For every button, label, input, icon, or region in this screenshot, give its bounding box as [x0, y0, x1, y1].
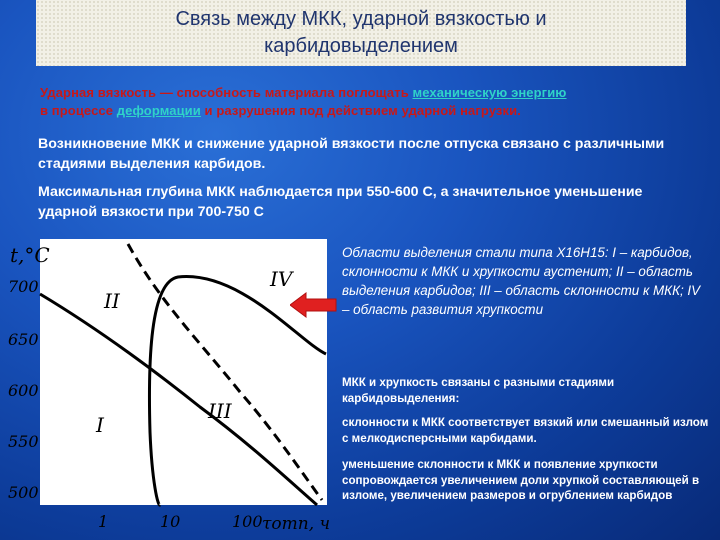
- point-mkk-fracture: склонности к МКК соответствует вязкий или смешанный излом с мелкодисперсными карбидами.: [342, 416, 709, 445]
- title-line-2: карбидовыделением: [264, 35, 458, 57]
- intro-text-1: Ударная вязкость — способность материала поглощать: [40, 85, 413, 100]
- intro-text-3: и разрушения под действием ударной нагрузки.: [200, 103, 521, 118]
- x-axis-label: τотп, ч: [262, 514, 330, 534]
- y-tick-500: 500: [8, 483, 39, 502]
- slide-title: [36, 0, 686, 66]
- intro-text-2: в процессе: [40, 103, 117, 118]
- paragraph-mkk-origin: Возникновение МКК и снижение ударной вязкости после отпуска связано с различными стадиями выделения карбидов.: [38, 136, 665, 172]
- x-tick-100: 100: [232, 512, 263, 531]
- y-axis-label: t,°C: [10, 243, 50, 267]
- title-line-1: Связь между МКК, ударной вязкостью и: [175, 8, 547, 30]
- y-tick-550: 550: [8, 432, 39, 451]
- region-label-1: I: [96, 413, 104, 437]
- diagram-svg: [0, 232, 330, 540]
- point-brittleness: уменьшение склонности к МКК и появление хрупкости сопровождается увеличением доли хрупкой составляющей в изломе, увеличением размеров и огрублением карбидов: [342, 458, 700, 502]
- point-stages: МКК и хрупкость связаны с разными стадиями карбидовыделения:: [342, 376, 615, 405]
- intro-definition: [40, 84, 700, 120]
- link-mechanical-energy[interactable]: механическую энергию: [412, 85, 567, 100]
- x-tick-1: 1: [98, 512, 109, 531]
- y-tick-700: 700: [8, 277, 39, 296]
- region-label-4: IV: [270, 267, 293, 291]
- y-tick-650: 650: [8, 330, 39, 349]
- y-tick-600: 600: [8, 381, 39, 400]
- carbide-diagram: [0, 232, 330, 540]
- paragraph-max-depth: Максимальная глубина МКК наблюдается при 550-600 С, а значительное уменьшение ударной вязкости при 700-750 С: [38, 184, 643, 220]
- link-deformation[interactable]: деформации: [116, 103, 201, 118]
- region-label-2: II: [104, 289, 120, 313]
- diagram-caption: Области выделения стали типа Х16Н15: I – карбидов, склонности к МКК и хрупкости аустенит; II – область выделения карбидов; III – область склонности к МКК; IV – область развития хрупкости: [342, 245, 701, 317]
- x-tick-10: 10: [160, 512, 181, 531]
- region-label-3: III: [208, 399, 232, 423]
- left-arrow-icon: [290, 292, 338, 318]
